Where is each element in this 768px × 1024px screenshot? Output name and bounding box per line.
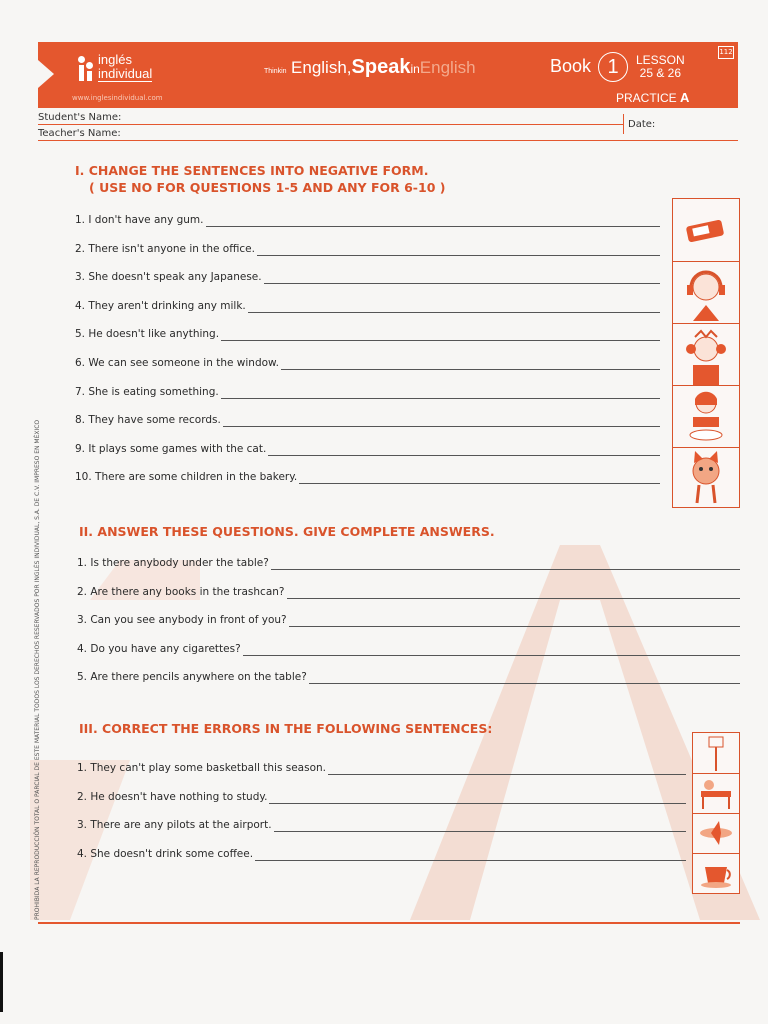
date-divider (623, 114, 624, 134)
answer-line[interactable] (309, 683, 740, 684)
answer-line[interactable] (206, 226, 660, 227)
answer-line[interactable] (269, 803, 686, 804)
question-item: 4. She doesn't drink some coffee. (77, 847, 254, 860)
section2-title: II. ANSWER THESE QUESTIONS. GIVE COMPLETE ANSWERS. (79, 524, 495, 539)
section1-picture-strip (672, 198, 740, 508)
lesson-label: LESSON (636, 53, 685, 67)
gum-icon (673, 199, 739, 262)
question-item: 5. Are there pencils anywhere on the table? (77, 671, 307, 684)
answer-line[interactable] (271, 569, 740, 570)
woman-eating-icon (673, 385, 739, 448)
question-item: 4. Do you have any cigarettes? (77, 642, 241, 655)
student-name-label: Student's Name: (38, 112, 122, 123)
question-item: 10. There are some children in the bakery. (75, 471, 298, 484)
answer-line[interactable] (299, 483, 660, 484)
question-item: 3. She doesn't speak any Japanese. (75, 271, 262, 284)
answer-line[interactable] (287, 598, 741, 599)
question-item: 2. Are there any books in the trashcan? (77, 585, 285, 598)
answer-line[interactable] (255, 860, 686, 861)
answer-line[interactable] (281, 369, 660, 370)
question-item: 3. Can you see anybody in front of you? (77, 614, 287, 627)
answer-line[interactable] (243, 655, 740, 656)
question-item: 1. I don't have any gum. (75, 214, 204, 226)
answer-line[interactable] (264, 283, 660, 284)
header-notch (38, 60, 54, 88)
footer-rule (38, 922, 740, 924)
section3-picture-strip (692, 732, 740, 894)
section3-title: III. CORRECT THE ERRORS IN THE FOLLOWING SENTENCES: (79, 721, 493, 736)
answer-line[interactable] (221, 398, 660, 399)
brand-name-line2: individual (98, 66, 153, 81)
question-item: 9. It plays some games with the cat. (75, 442, 267, 455)
man-covering-ears-icon (673, 323, 739, 386)
answer-line[interactable] (268, 455, 660, 456)
book-label: Book (550, 56, 592, 76)
woman-headphones-icon (673, 261, 739, 324)
slogan: Thinkin English,SpeakinEnglish (264, 56, 476, 78)
question-item: 8. They have some records. (75, 414, 221, 427)
answer-line[interactable] (257, 255, 660, 256)
logo-icon (78, 56, 92, 82)
student-desk-icon (693, 773, 739, 814)
teacher-name-line[interactable] (38, 140, 738, 141)
answer-line[interactable] (221, 340, 660, 341)
lesson-numbers: 25 & 26 (639, 66, 682, 80)
coffee-cup-icon (693, 853, 739, 893)
answer-line[interactable] (248, 312, 660, 313)
page-number: 112 (718, 46, 734, 59)
question-item: 4. They aren't drinking any milk. (75, 299, 246, 312)
answer-line[interactable] (289, 626, 740, 627)
basketball-hoop-icon (693, 733, 739, 774)
brand-name-line1: inglés (98, 52, 132, 67)
answer-line[interactable] (223, 426, 660, 427)
question-item: 2. There isn't anyone in the office. (75, 242, 255, 255)
student-name-line[interactable] (38, 124, 623, 125)
copyright-vertical-text: PROHIBIDA LA REPRODUCCIÓN TOTAL O PARCIAL DE ESTE MATERIAL TODOS LOS DERECHOS RESERVADOS POR INGLÉS INDIVIDUAL, S.A. DE C.V. IMPRESO EN MÉXICO (34, 419, 41, 920)
answer-line[interactable] (274, 831, 686, 832)
practice-label: PRACTICE A (616, 90, 690, 105)
answer-line[interactable] (328, 774, 686, 775)
question-item: 1. They can't play some basketball this season. (77, 762, 327, 774)
teacher-name-label: Teacher's Name: (38, 128, 121, 139)
question-item: 6. We can see someone in the window. (75, 357, 279, 369)
cat-icon (673, 447, 739, 507)
section1-title-line1: I. CHANGE THE SENTENCES INTO NEGATIVE FORM. (75, 163, 429, 178)
lesson-info (636, 54, 685, 80)
date-label: Date: (628, 119, 656, 130)
question-item: 7. She is eating something. (75, 385, 219, 398)
question-item: 2. He doesn't have nothing to study. (77, 790, 268, 803)
question-item: 3. There are any pilots at the airport. (77, 819, 272, 832)
book-number-badge: 1 (598, 52, 628, 82)
scan-edge-mark (0, 952, 3, 1012)
section1-title-line2: ( USE NO FOR QUESTIONS 1-5 AND ANY FOR 6-10 ) (89, 180, 446, 195)
brand-website: www.inglesindividual.com (72, 94, 163, 102)
question-item: 1. Is there anybody under the table? (77, 557, 269, 569)
question-item: 5. He doesn't like anything. (75, 328, 220, 341)
airplane-icon (693, 813, 739, 854)
header-banner (38, 42, 738, 108)
